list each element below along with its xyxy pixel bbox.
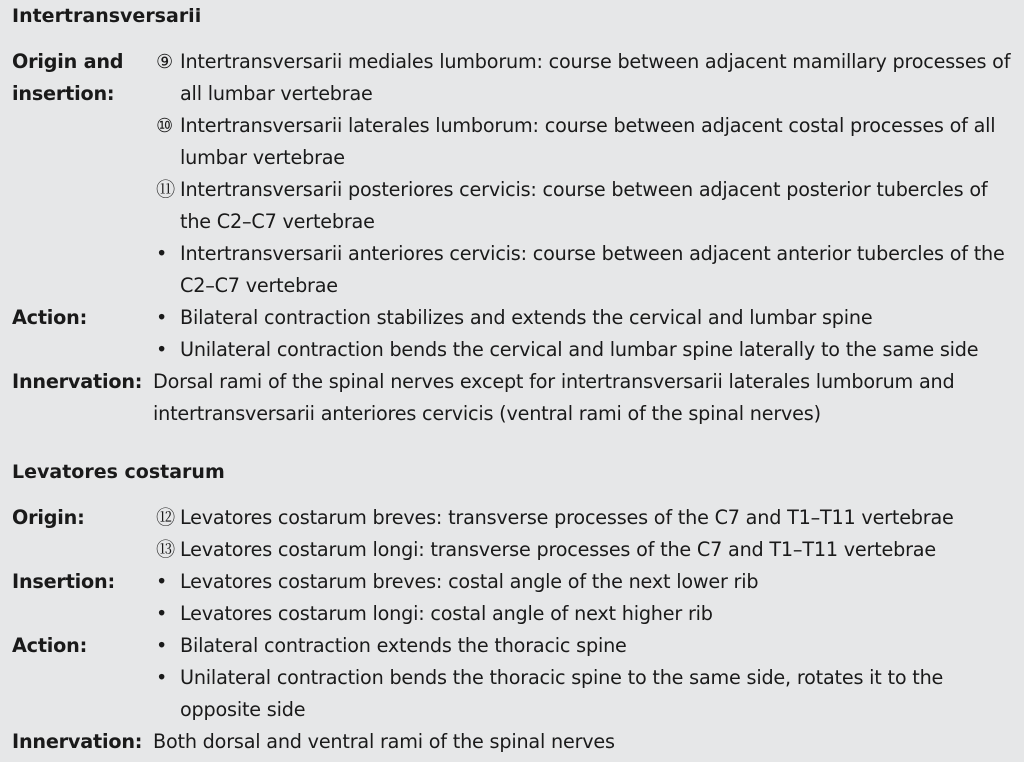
list-item <box>154 662 1014 726</box>
item-text: Bilateral contraction stabilizes and extends the cervical and lumbar spine <box>180 306 873 329</box>
item-text: Bilateral contraction extends the thoracic spine <box>180 634 627 657</box>
row-action <box>12 302 1014 366</box>
list-item <box>154 334 1014 366</box>
row-origin-insertion <box>12 46 1014 302</box>
row-label: Innervation: <box>12 730 143 753</box>
section-intertransversarii <box>12 2 1014 430</box>
row-items <box>154 302 1014 366</box>
row-label: Origin and insertion: <box>12 50 124 105</box>
item-text: Levatores costarum longi: transverse processes of the C7 and T1–T11 vertebrae <box>180 538 936 561</box>
list-item <box>154 502 1014 534</box>
item-text: Intertransversarii anteriores cervicis: course between adjacent anterior tubercles of the C2–C7 vertebrae <box>180 242 1005 297</box>
list-item <box>154 534 1014 566</box>
row-action <box>12 630 1014 726</box>
row-items <box>154 566 1014 630</box>
item-marker: ⑫ <box>156 506 175 529</box>
row-label: Innervation: <box>12 370 143 393</box>
item-marker: ⑪ <box>156 178 175 201</box>
row-label: Origin: <box>12 506 85 529</box>
list-item <box>154 46 1014 110</box>
item-text: Levatores costarum breves: transverse processes of the C7 and T1–T11 vertebrae <box>180 506 954 529</box>
list-item <box>154 110 1014 174</box>
section-title: Levatores costarum <box>12 461 225 483</box>
row-label: Insertion: <box>12 570 115 593</box>
item-marker: ⑩ <box>156 114 174 137</box>
item-text: Levatores costarum breves: costal angle of the next lower rib <box>180 570 759 593</box>
row-items <box>154 630 1014 726</box>
row-items <box>154 502 1014 566</box>
item-marker: ⑬ <box>156 538 175 561</box>
list-item <box>154 598 1014 630</box>
item-marker: • <box>156 570 168 593</box>
list-item <box>154 238 1014 302</box>
list-item <box>154 566 1014 598</box>
row-items <box>154 46 1014 302</box>
row-origin <box>12 502 1014 566</box>
item-text: Intertransversarii posteriores cervicis: course between adjacent posterior tubercles of the C2–C7 vertebrae <box>180 178 988 233</box>
row-label: Action: <box>12 634 88 657</box>
row-innervation <box>12 366 1014 430</box>
item-marker: • <box>156 634 168 657</box>
item-marker: • <box>156 242 168 265</box>
row-innervation <box>12 726 1014 758</box>
item-text: Intertransversarii laterales lumborum: course between adjacent costal processes of all lumbar vertebrae <box>180 114 996 169</box>
item-text: Intertransversarii mediales lumborum: course between adjacent mamillary processes of all lumbar vertebrae <box>180 50 1011 105</box>
row-text: Both dorsal and ventral rami of the spinal nerves <box>153 730 615 753</box>
list-item <box>154 174 1014 238</box>
item-marker: • <box>156 602 168 625</box>
item-marker: ⑨ <box>156 50 174 73</box>
item-text: Levatores costarum longi: costal angle of next higher rib <box>180 602 713 625</box>
list-item <box>154 630 1014 662</box>
row-label: Action: <box>12 306 88 329</box>
item-marker: • <box>156 666 168 689</box>
item-text: Unilateral contraction bends the thoracic spine to the same side, rotates it to the opposite side <box>180 666 944 721</box>
section-levatores-costarum <box>12 458 1014 758</box>
section-title: Intertransversarii <box>12 5 202 27</box>
item-marker: • <box>156 306 168 329</box>
row-insertion <box>12 566 1014 630</box>
row-text: Dorsal rami of the spinal nerves except for intertransversarii laterales lumborum and intertransversarii anteriores cervicis (ventral rami of the spinal nerves) <box>153 370 955 425</box>
list-item <box>154 302 1014 334</box>
item-text: Unilateral contraction bends the cervical and lumbar spine laterally to the same side <box>180 338 979 361</box>
item-marker: • <box>156 338 168 361</box>
